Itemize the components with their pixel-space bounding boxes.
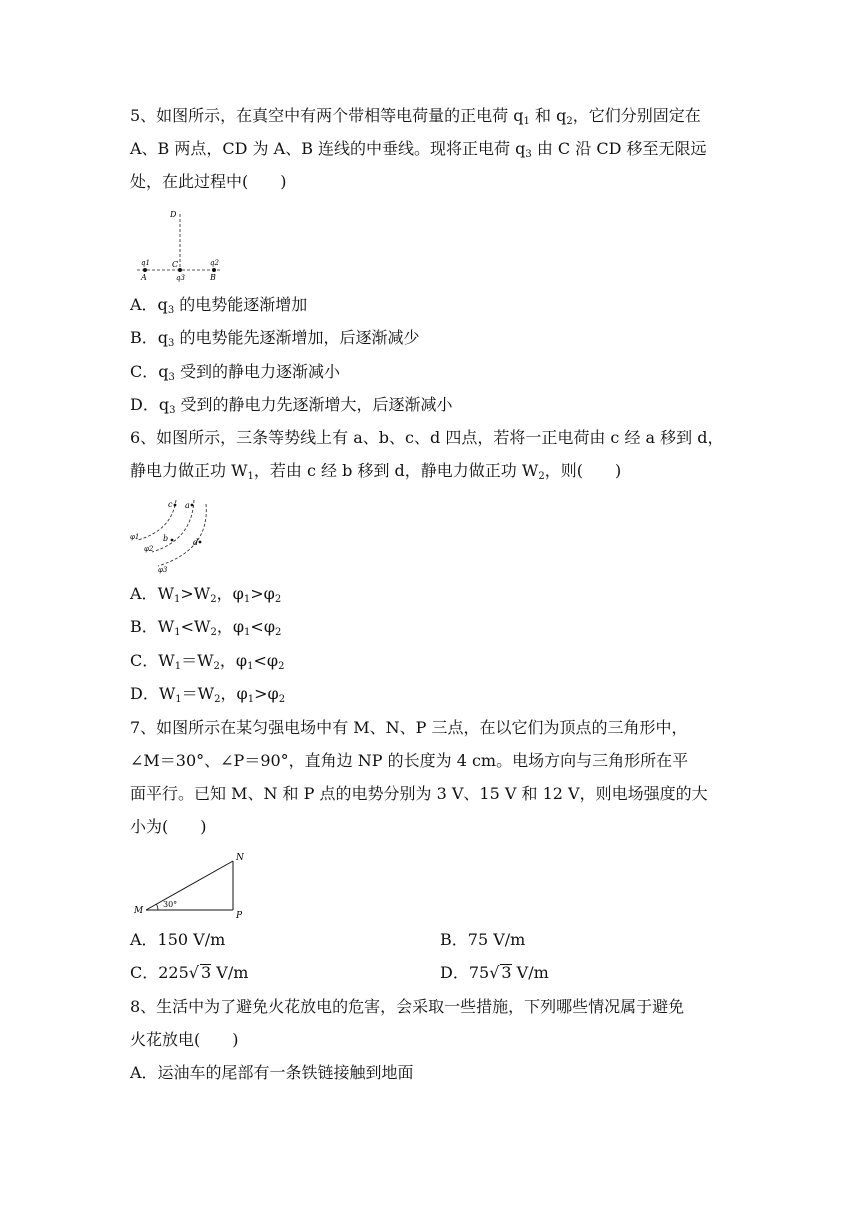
question-8 xyxy=(130,990,730,1089)
q7-option-a: A．150 V/m xyxy=(130,930,226,949)
q5-line-3: 处，在此过程中( ) xyxy=(130,172,287,191)
label-b: b xyxy=(163,534,169,543)
label-q1: q1 xyxy=(141,259,150,267)
label-N: N xyxy=(236,853,244,863)
label-M: M xyxy=(134,906,144,916)
label-a: a xyxy=(185,501,190,510)
label-d: d xyxy=(193,538,199,547)
label-B: B xyxy=(210,273,216,282)
q6-option-c: C．$W_1=W_2$，$\varphi_1<\varphi_2$ xyxy=(130,651,285,672)
q8-line-1: 8、生活中为了避免火花放电的危害，会采取一些措施，下列哪些情况属于避免 xyxy=(130,997,685,1016)
q5-line-2: A、B 两点，CD 为 A、B 连线的中垂线。现将正电荷 $q_3$ 由 C 沿 CD 移至无限远 xyxy=(130,139,707,160)
label-P: P xyxy=(236,911,243,920)
q7-line-4: 小为( ) xyxy=(130,817,207,836)
q7-option-b: B．75 V/m xyxy=(440,930,526,949)
question-6 xyxy=(130,421,730,487)
q6-option-a: A．$W_1>W_2$，$\varphi_1>\varphi_2$ xyxy=(130,584,282,605)
q7-line-3: 面平行。已知 M、N 和 P 点的电势分别为 3 V、15 V 和 12 V，则电场强度的大 xyxy=(130,784,708,803)
q5-option-a: A．$q_3$ 的电势能逐渐增加 xyxy=(130,295,308,316)
q8-option-a: A．运油车的尾部有一条铁链接触到地面 xyxy=(130,1063,414,1082)
question-5 xyxy=(130,99,730,198)
q5-option-c: C．$q_3$ 受到的静电力逐渐减小 xyxy=(130,362,340,383)
label-q3: q3 xyxy=(176,274,185,282)
label-c: c xyxy=(168,500,173,509)
q8-line-2: 火花放电( ) xyxy=(130,1030,239,1049)
q6-line-2: 静电力做正功 $W_1$，若由 c 经 b 移到 d，静电力做正功 $W_2$，则( ) xyxy=(130,461,622,482)
q7-option-c: C．225√ 3 V/m xyxy=(130,963,249,982)
q6-option-d: D．$W_1=W_2$，$\varphi_1>\varphi_2$ xyxy=(130,684,286,705)
label-C: C xyxy=(172,260,179,269)
q5-option-b: B．$q_3$ 的电势能先逐渐增加，后逐渐减少 xyxy=(130,328,420,349)
q5-figure-charges xyxy=(134,206,230,282)
label-A: A xyxy=(141,273,147,282)
q6-option-b: B．$W_1<W_2$，$\varphi_1<\varphi_2$ xyxy=(130,617,282,638)
q6-line-1: 6、如图所示，三条等势线上有 a、b、c、d 四点，若将一正电荷由 c 经 a 移到 d， xyxy=(130,428,724,447)
q5-line-1: 5、如图所示，在真空中有两个带相等电荷量的正电荷 $q_1$ 和 $q_2$，它们分别固定在 xyxy=(130,106,701,127)
question-7 xyxy=(130,711,730,843)
q7-option-d: D．75√ 3 V/m xyxy=(440,963,549,982)
q7-line-1: 7、如图所示在某匀强电场中有 M、N、P 三点，在以它们为顶点的三角形中， xyxy=(130,718,688,737)
q7-figure-triangle xyxy=(132,848,250,920)
label-phi1: φ1 xyxy=(130,533,140,541)
q6-figure-equipotentials xyxy=(128,492,224,574)
label-q2: q2 xyxy=(210,259,219,267)
label-phi2: φ2 xyxy=(144,545,154,553)
q5-option-d: D．$q_3$ 受到的静电力先逐渐增大，后逐渐减小 xyxy=(130,395,453,416)
label-D: D xyxy=(170,210,177,219)
label-30deg: 30° xyxy=(163,900,178,909)
label-phi3: φ3 xyxy=(158,566,168,574)
q7-line-2: ∠M＝30°、∠P＝90°，直角边 NP 的长度为 4 cm。电场方向与三角形所在平 xyxy=(130,751,689,770)
